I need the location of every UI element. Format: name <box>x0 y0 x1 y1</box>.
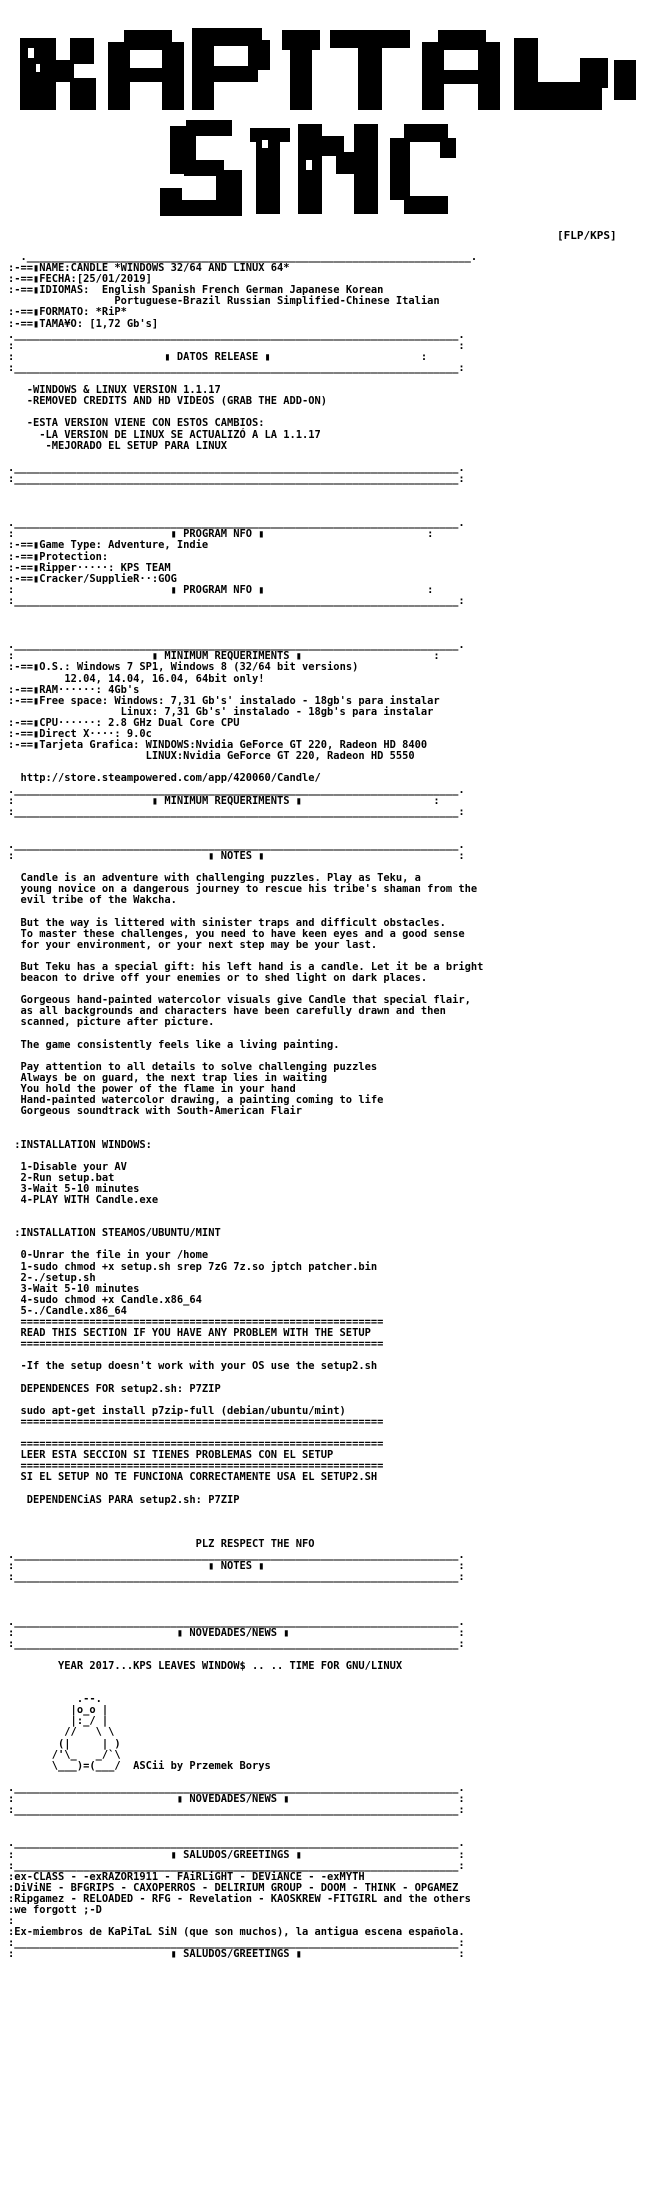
depend-text: DEPENDENCES FOR setup2.sh: P7ZIP <box>20 1382 221 1395</box>
apt-text: sudo apt-get install p7zip-full (debian/ubuntu/mint) <box>20 1404 346 1417</box>
notes-line: for your environment, or your next step may be your last. <box>20 938 378 951</box>
install-win-step: 2-Run setup.bat <box>20 1171 115 1184</box>
program-ripper: KPS TEAM <box>120 561 171 574</box>
notes-line: Hand-painted watercolor drawing, a painting coming to life <box>20 1094 384 1107</box>
es-depend: DEPENDENCiAS PARA setup2.sh: P7ZIP <box>26 1493 240 1506</box>
notes-line: young novice on a dangerous journey to rescue his tribe's shaman from the <box>20 883 478 896</box>
section-title-novedades: NOVEDADES/NEWS <box>189 1626 278 1639</box>
section-title-notes-end: NOTES <box>220 1560 252 1573</box>
install-linux-step: 0-Unrar the file in your /home <box>20 1249 209 1262</box>
notes-line: But Teku has a special gift: his left hand is a candle. Let it be a bright <box>20 961 484 973</box>
section-title-minimum: MINIMUM REQUERIMENTS <box>164 650 290 663</box>
problem-text: -If the setup doesn't work with your OS use the setup2.sh <box>20 1360 378 1373</box>
notes-line: You hold the power of the flame in your hand <box>20 1083 296 1096</box>
install-win-step: 1-Disable your AV <box>20 1160 127 1173</box>
notes-line: scanned, picture after picture. <box>20 1016 215 1029</box>
datos-line: -REMOVED CREDITS AND HD VIDEOS (GRAB THE ADD-ON) <box>26 395 328 408</box>
section-title-notes: NOTES <box>220 850 252 863</box>
req-cpu: 2.8 GHz Dual Core CPU <box>108 716 240 729</box>
news-line: YEAR 2017...KPS LEAVES WINDOW$ .. .. TIME FOR GNU/LINUX <box>58 1659 403 1672</box>
notes-line: The game consistently feels like a living painting. <box>20 1038 340 1051</box>
group-tag: [FLP/KPS] <box>557 229 617 242</box>
notes-line: Candle is an adventure with challenging puzzles. Play as Teku, a <box>20 872 421 885</box>
program-cracker: GOG <box>158 572 177 585</box>
respect-line: PLZ RESPECT THE NFO <box>195 1537 315 1550</box>
greetings-line: ex-CLASS - -exRAZOR1911 - FAiRLiGHT - DEViANCE - -exMYTH <box>14 1870 365 1883</box>
datos-line: -WINDOWS & LINUX VERSION 1.1.17 <box>26 384 221 397</box>
greetings-line: we forgott ;-D <box>14 1903 102 1916</box>
req-space-2: Linux: 7,31 Gb's' instalado - 18gb's para instalar <box>120 705 434 718</box>
release-name: CANDLE *WINDOWS 32/64 AND LINUX 64* <box>70 262 290 275</box>
greetings-line: Ripgamez - RELOADED - RFG - Revelation - KAOSKREW -FITGIRL and the others <box>14 1892 471 1905</box>
datos-line: -ESTA VERSION VIENE CON ESTOS CAMBIOS: <box>26 417 265 430</box>
install-linux-title: :INSTALLATION STEAMOS/UBUNTU/MINT <box>14 1227 221 1240</box>
section-title-minimum-end: MINIMUM REQUERIMENTS <box>164 794 290 807</box>
section-title-saludos: SALUDOS/GREETINGS <box>183 1848 290 1861</box>
section-title-program: PROGRAM NFO <box>183 528 252 541</box>
notes-line: To master these challenges, you need to have keen eyes and a good sense <box>20 927 465 940</box>
req-gpu-1: WINDOWS:Nvidia GeForce GT 220, Radeon HD 8400 <box>145 739 428 752</box>
greetings-line: DiViNE - BFGRIPS - CAXOPERROS - DELIRIUM GROUP - DOOM - THINK - OPGAMEZ <box>14 1881 459 1894</box>
req-gpu-2: LINUX:Nvidia GeForce GT 220, Radeon HD 5550 <box>145 750 415 763</box>
install-linux-step: 5-./Candle.x86_64 <box>20 1304 127 1317</box>
section-title-datos: DATOS RELEASE <box>176 350 259 363</box>
install-win-step: 4-PLAY WITH Candle.exe <box>20 1193 159 1206</box>
install-linux-step: 3-Wait 5-10 minutes <box>20 1282 140 1295</box>
release-languages-2: Portuguese-Brazil Russian Simplified-Chinese Italian <box>114 295 440 308</box>
es-text: SI EL SETUP NO TE FUNCIONA CORRECTAMENTE USA EL SETUP2.SH <box>20 1471 378 1484</box>
release-format: *RiP* <box>95 306 127 319</box>
notes-line: evil tribe of the Wakcha. <box>20 894 177 907</box>
release-date: [25/01/2019] <box>76 273 152 286</box>
problem-title: READ THIS SECTION IF YOU HAVE ANY PROBLEM WITH THE SETUP <box>20 1327 371 1340</box>
install-win-step: 3-Wait 5-10 minutes <box>20 1182 140 1195</box>
section-title-saludos-end: SALUDOS/GREETINGS <box>183 1948 290 1961</box>
release-languages-1: English Spanish French German Japanese Korean <box>101 284 384 297</box>
kapital-sin-logo <box>20 20 636 230</box>
nfo-text: ._______________________________________________________________________. :-==▮NAME:CANDLE *WINDOWS 32/64 AND LINUX 64* :-==▮FECHA:[25/01/2019] :-==▮IDIOMAS: English Spanish French German Japanese Korean Portuguese-Brazil Russian Simplified-Chinese Italian :-==▮FORMATO: *RiP* :-==▮TAMA¥O: [1,72 Gb's] ._______________________________________________________________________. : : : ▮ DATOS RELEASE ▮ : :_______________________________________________________________________: -WINDOWS & LINUX VERSION 1.1.17 -REMOVED CREDITS AND HD VIDEOS (GRAB THE ADD-ON) -ESTA VERSION VIENE CON ESTOS CAMBIOS: -LA VERSION DE LINUX SE ACTUALIZÓ A LA 1.1.17 -MEJORADO EL SETUP PARA LINUX ._______________________________________________________________________. :_______________________________________________________________________: ._______________________________________________________________________. : ▮ PROGRAM NFO ▮ : :-==▮Game Type: Adventure, Indie :-==▮Protection: :-==▮Ripper·····: KPS TEAM :-==▮Cracker/SupplieR··:GOG : ▮ PROGRAM NFO ▮ : :_______________________________________________________________________: ._______________________________________________________________________. : ▮ MINIMUM REQUERIMENTS ▮ : :-==▮O.S.: Windows 7 SP1, Windows 8 (32/64 bit versions) 12.04, 14.04, 16.04, 64bit only! :-==▮RAM······: 4Gb's :-==▮Free space: Windows: 7,31 Gb's' instalado - 18gb's para instalar Linux: 7,31 Gb's' instalado - 18gb's para instalar :-==▮CPU······: 2.8 GHz Dual Core CPU :-==▮Direct X····: 9.0c :-==▮Tarjeta Grafica: WINDOWS:Nvidia GeForce GT 220, Radeon HD 8400 LINUX:Nvidia GeForce GT 220, Radeon HD 5550 http://store.steampowered.com/app/420060/Candle/ ._______________________________________________________________________. : ▮ MINIMUM REQUERIMENTS ▮ : :_______________________________________________________________________: ._______________________________________________________________________. : ▮ NOTES ▮ : Candle is an adventure with challenging puzzles. Play as Teku, a young novice on a dangerous journey to rescue his tribe's shaman from the evil tribe of the Wakcha. But the way is littered with sinister traps and difficult obstacles. To master these challenges, you need to have keen eyes and a good sense for your environment, or your next step may be your last. But Teku has a special gift: his left hand is a candle. Let it be a bright beacon to drive off your enemies or to shed light on dark places. Gorgeous hand-painted watercolor visuals give Candle that special flair, as all backgrounds and characters have been carefully drawn and then scanned, picture after picture. The game consistently feels like a living painting. Pay attention to all details to solve challenging puzzles Always be on guard, the next trap lies in waiting You hold the power of the flame in your hand Hand-painted watercolor drawing, a painting coming to life Gorgeous soundtrack with South-American Flair :INSTALLATION WINDOWS: 1-Disable your AV 2-Run setup.bat 3-Wait 5-10 minutes 4-PLAY WITH Candle.exe :INSTALLATION STEAMOS/UBUNTU/MINT 0-Unrar the file in your /home 1-sudo chmod +x setup.sh srep 7zG 7z.so jptch patcher.bin 2-./setup.sh 3-Wait 5-10 minutes 4-sudo chmod +x Candle.x86_64 5-./Candle.x86_64 ========================================================== READ THIS SECTION IF YOU HAVE ANY PROBLEM WITH THE SETUP ========================================================== -If the setup doesn't work with your OS use the setup2.sh DEPENDENCES FOR setup2.sh: P7ZIP sudo apt-get install p7zip-full (debian/ubuntu/mint) ========================================================== ========================================================== LEER ESTA SECCION SI TIENES PROBLEMAS CON EL SETUP ========================================================== SI EL SETUP NO TE FUNCIONA CORRECTAMENTE USA EL SETUP2.SH DEPENDENCiAS PARA setup2.sh: P7ZIP PLZ RESPECT THE NFO ._______________________________________________________________________. : ▮ NOTES ▮ : :_______________________________________________________________________: ._______________________________________________________________________. : ▮ NOVEDADES/NEWS ▮ : :_______________________________________________________________________: YEAR 2017...KPS LEAVES WINDOW$ .. .. TIME FOR GNU/LINUX .--. |o_o | |:_/ | // \ \ (| | ) /'\_ _/`\ \___)=(___/ ASCii by Przemek Borys ._______________________________________________________________________. : ▮ NOVEDADES/NEWS ▮ : :_______________________________________________________________________: ._______________________________________________________________________. : ▮ SALUDOS/GREETINGS ▮ : :_______________________________________________________________________: :ex-CLASS - -exRAZOR1911 - FAiRLiGHT - DEViANCE - -exMYTH :DiViNE - BFGRIPS - CAXOPERROS - DELIRIUM GROUP - DOOM - THINK - OPGAMEZ :Ripgamez - RELOADED - RFG - Revelation - KAOSKREW -FITGIRL and the others :we forgott ;-D : :Ex-miembros de KaPiTaL SiN (que son muchos), la antigua escena española. :_______________________________________________________________________: : ▮ SALUDOS/GREETINGS ▮ : <box>8 252 484 1961</box>
release-size: [1,72 Gb's] <box>89 317 159 330</box>
section-title-program-end: PROGRAM NFO <box>183 583 252 596</box>
datos-line: -MEJORADO EL SETUP PARA LINUX <box>45 439 227 452</box>
install-win-title: :INSTALLATION WINDOWS: <box>14 1138 152 1151</box>
req-ram: 4Gb's <box>108 683 140 696</box>
notes-line: Gorgeous hand-painted watercolor visuals give Candle that special flair, <box>20 994 471 1007</box>
install-linux-step: 2-./setup.sh <box>20 1271 96 1284</box>
notes-line: Always be on guard, the next trap lies in waiting <box>20 1071 328 1084</box>
ascii-credit: ASCii by Przemek Borys <box>133 1759 271 1772</box>
datos-line: -LA VERSION DE LINUX SE ACTUALIZÓ A LA 1.1.17 <box>39 428 321 441</box>
notes-line: Gorgeous soundtrack with South-American Flair <box>20 1105 303 1118</box>
notes-line: beacon to drive off your enemies or to shed light on dark places. <box>20 972 428 985</box>
es-title: LEER ESTA SECCION SI TIENES PROBLEMAS CON EL SETUP <box>20 1449 334 1462</box>
notes-line: as all backgrounds and characters have been carefully drawn and then <box>20 1005 446 1018</box>
store-link[interactable]: http://store.steampowered.com/app/420060/Candle/ <box>20 772 321 785</box>
notes-line: But the way is littered with sinister traps and difficult obstacles. <box>20 916 446 929</box>
notes-line: Pay attention to all details to solve challenging puzzles <box>20 1060 378 1073</box>
install-linux-step: 1-sudo chmod +x setup.sh srep 7zG 7z.so jptch patcher.bin <box>20 1260 378 1273</box>
greetings-spain: Ex-miembros de KaPiTaL SiN (que son muchos), la antigua escena española. <box>14 1926 465 1939</box>
req-os-1: Windows 7 SP1, Windows 8 (32/64 bit versions) <box>76 661 359 674</box>
program-game-type: Adventure, Indie <box>108 539 209 552</box>
install-linux-step: 4-sudo chmod +x Candle.x86_64 <box>20 1293 202 1306</box>
req-space-1: Windows: 7,31 Gb's' instalado - 18gb's para instalar <box>114 694 440 707</box>
section-title-novedades-end: NOVEDADES/NEWS <box>189 1793 278 1806</box>
req-os-2: 12.04, 14.04, 16.04, 64bit only! <box>64 672 265 685</box>
req-directx: 9.0c <box>126 728 152 741</box>
